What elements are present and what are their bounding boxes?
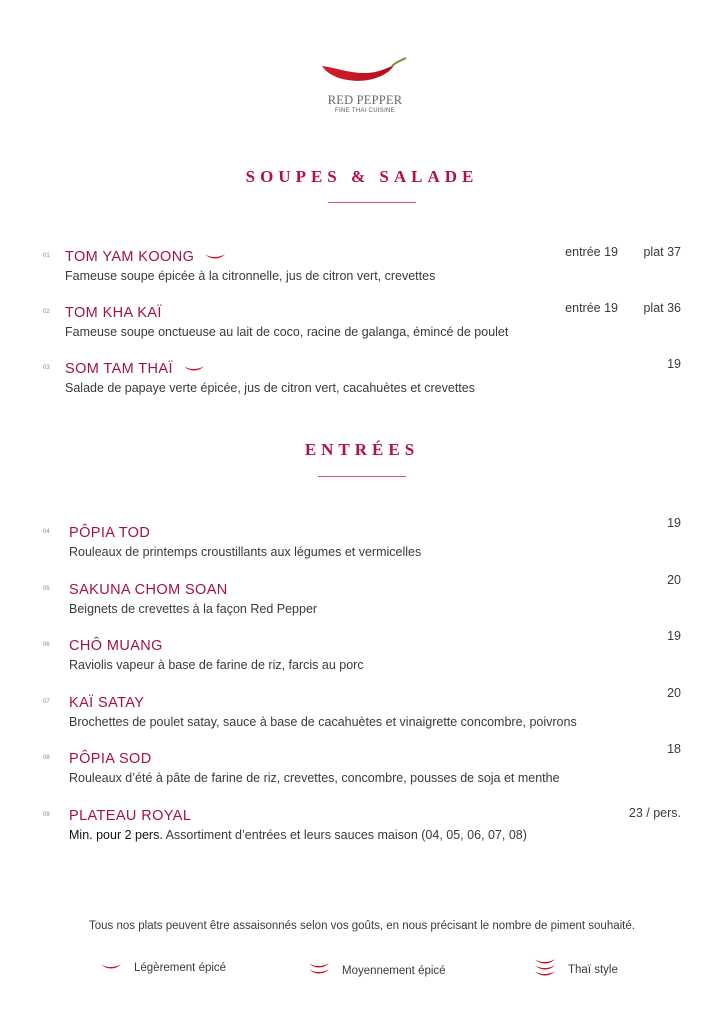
item-name — [69, 695, 144, 711]
legend-mild — [100, 962, 226, 974]
item-price: 20 — [667, 572, 681, 587]
item-price: 19 — [667, 629, 681, 643]
item-price-entree: entrée 19 — [565, 245, 618, 259]
item-description-text: Raviolis vapeur à base de farine de riz, farcis au porc — [69, 658, 364, 672]
item-name-text: PÔPIA TOD — [69, 525, 151, 541]
brand-tagline: FINE THAI CUISINE — [335, 108, 395, 114]
item-description-text: Beignets de crevettes à la façon Red Pepper — [69, 601, 318, 616]
item-name — [65, 361, 205, 377]
legend-label: Thaï style — [568, 963, 618, 976]
chili-1-icon — [204, 249, 226, 265]
item-description — [69, 828, 527, 842]
chili-1-icon — [100, 962, 122, 974]
item-price: plat 36 — [643, 301, 681, 315]
item-name-text: SOM TAM THAÏ — [65, 361, 173, 377]
section-title-soupes: SOUPES & SALADE — [245, 167, 479, 186]
item-name — [65, 305, 162, 321]
item-name — [65, 249, 226, 265]
item-number: 03 — [43, 365, 50, 371]
item-description — [65, 269, 435, 283]
item-name-text: TOM YAM KOONG — [65, 249, 195, 265]
item-description — [69, 771, 560, 785]
spice-note: Tous nos plats peuvent être assaisonnés selon vos goûts, en nous précisant le nombre de piment souhaité. — [89, 920, 635, 932]
item-name — [69, 638, 163, 654]
item-price-entree: entrée 19 — [565, 301, 618, 315]
legend-label: Légèrement épicé — [134, 962, 227, 974]
item-number: 08 — [43, 755, 50, 761]
item-description — [69, 715, 577, 729]
item-name — [69, 808, 191, 824]
item-description-text: Assortiment d’entrées et leurs sauces maison (04, 05, 06, 07, 08) — [165, 827, 527, 842]
item-name-text: CHÔ MUANG — [69, 638, 163, 654]
item-name-text: PLATEAU ROYAL — [69, 807, 192, 824]
item-description — [69, 658, 364, 672]
item-number: 04 — [43, 529, 50, 535]
red-pepper-logo-icon — [320, 56, 410, 86]
item-description-text: Rouleaux de printemps croustillants aux légumes et vermicelles — [69, 545, 422, 559]
legend-thai — [534, 958, 618, 981]
item-number: 01 — [43, 253, 50, 259]
item-name — [69, 751, 152, 767]
item-name — [69, 525, 150, 541]
item-name-text: SAKUNA CHOM SOAN — [69, 581, 228, 598]
item-number: 07 — [43, 698, 50, 705]
item-description — [65, 381, 475, 395]
logo — [300, 56, 430, 114]
item-description-note: Min. pour 2 pers. — [69, 827, 163, 842]
item-description-text: Brochettes de poulet satay, sauce à base de cacahuètes et vinaigrette concombre, poivrons — [69, 714, 577, 729]
legend-label: Moyennement épicé — [342, 964, 446, 977]
chili-2-icon — [308, 962, 330, 979]
item-price: plat 37 — [643, 245, 681, 259]
item-description-text: Rouleaux d’été à pâte de farine de riz, crevettes, concombre, pousses de soja et menthe — [69, 771, 560, 785]
item-price: 19 — [667, 357, 681, 371]
item-description-text: Salade de papaye verte épicée, jus de citron vert, cacahuètes et crevettes — [65, 381, 475, 395]
legend-medium — [308, 962, 446, 979]
chili-1-icon — [183, 361, 205, 377]
item-name — [69, 582, 228, 598]
item-name-text: KAÏ SATAY — [69, 694, 145, 711]
item-price: 18 — [667, 742, 681, 756]
item-price: 19 — [667, 516, 681, 530]
item-name-text: TOM KHA KAÏ — [65, 305, 162, 321]
section-divider — [318, 476, 406, 477]
item-name-text: PÔPIA SOD — [69, 751, 152, 767]
item-price: 20 — [667, 685, 681, 700]
item-description-text: Fameuse soupe épicée à la citronnelle, jus de citron vert, crevettes — [65, 269, 436, 283]
item-number: 09 — [43, 811, 50, 818]
item-description — [69, 545, 421, 559]
item-price: 23 / pers. — [628, 806, 681, 820]
item-description — [65, 325, 508, 339]
item-number: 06 — [43, 642, 50, 648]
item-number: 02 — [43, 309, 50, 315]
section-title-entrees: ENTRÉES — [304, 440, 420, 459]
item-description-text: Fameuse soupe onctueuse au lait de coco, racine de galanga, émincé de poulet — [65, 325, 509, 339]
item-number: 05 — [43, 585, 50, 592]
chili-3-icon — [534, 958, 556, 981]
section-divider — [328, 202, 416, 203]
item-description — [69, 602, 317, 616]
brand-name: RED PEPPER — [327, 93, 403, 107]
